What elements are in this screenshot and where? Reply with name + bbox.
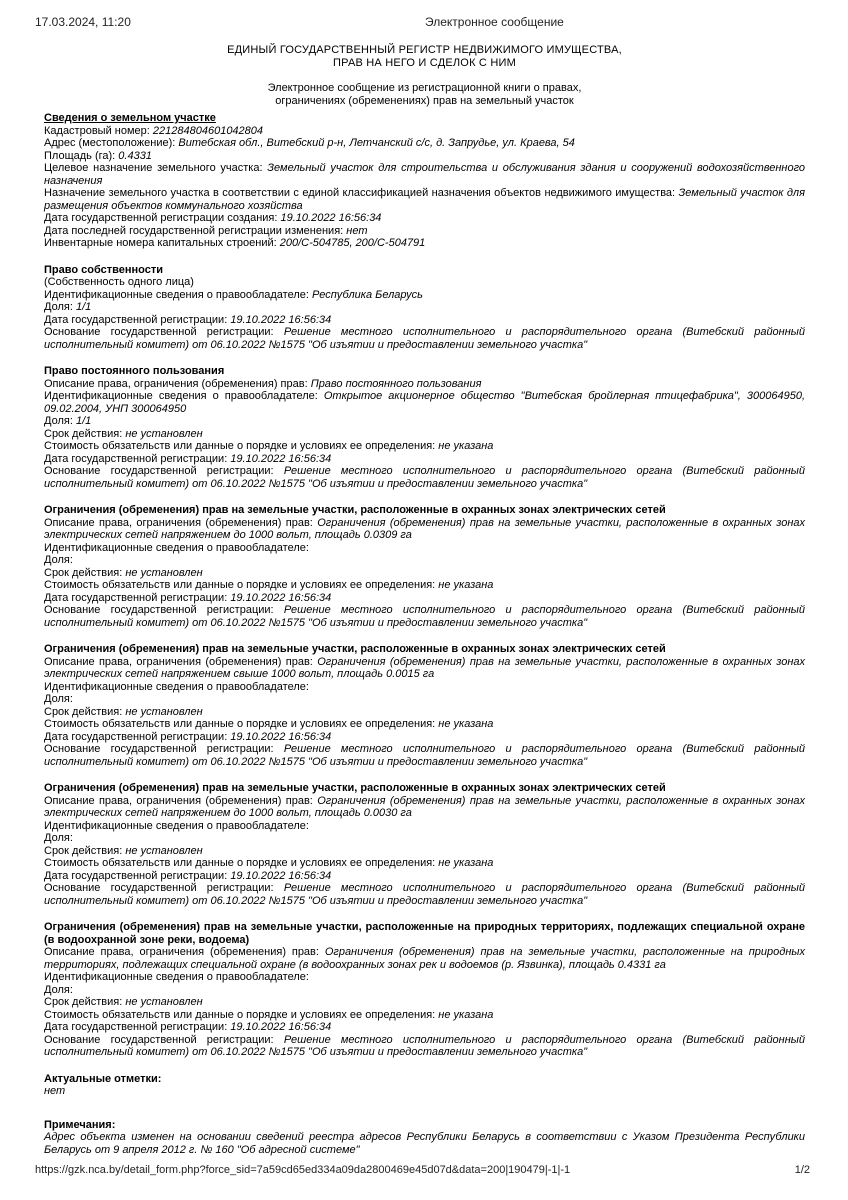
- field-label: Дата государственной регистрации:: [44, 591, 228, 604]
- section: [44, 782, 805, 907]
- section: [44, 921, 805, 1059]
- field-line: [44, 187, 805, 212]
- field-label: Инвентарные номера капитальных строений:: [44, 237, 277, 249]
- field-line: [44, 567, 805, 580]
- section: [44, 1119, 805, 1157]
- field-label: Основание государственной регистрации:: [44, 326, 274, 338]
- field-line: [44, 137, 805, 150]
- print-footer-url: https://gzk.nca.by/detail_form.php?force_sid=7a59cd65ed334a09da2800469e45d07d&data=200|190479|-1|-1: [35, 1164, 571, 1176]
- field-value: 19.10.2022 16:56:34: [230, 1021, 332, 1033]
- field-label: Основание государственной регистрации:: [44, 465, 274, 477]
- field-value: Республика Беларусь: [312, 288, 423, 301]
- field-label: Описание права, ограничения (обременения) прав:: [44, 794, 313, 807]
- print-footer-page-number: 1/2: [794, 1164, 810, 1176]
- field-line: [44, 592, 805, 605]
- field-label: Идентификационные сведения о правообладателе:: [44, 288, 309, 301]
- field-line: [44, 882, 805, 907]
- field-line: [44, 832, 805, 845]
- field-line: [44, 718, 805, 731]
- field-value: 1/1: [75, 415, 92, 427]
- field-line: [44, 314, 805, 327]
- field-line: [44, 554, 805, 567]
- field-value: Решение местного исполнительного и распорядительного органа (Витебский районный исполнительный комитет) от 06.10.2022 №1575 "Об изъятии и предоставлении земельного участка": [44, 1033, 805, 1058]
- field-value: 0.4331: [118, 149, 152, 162]
- field-label: Дата государственной регистрации создания:: [44, 212, 278, 224]
- field-line: [44, 870, 805, 883]
- document-subtitle-line2: ограничениях (обременениях) прав на земельный участок: [275, 94, 574, 107]
- field-line: [44, 125, 805, 138]
- field-value: Адрес объекта изменен на основании сведений реестра адресов Республики Беларусь в соответствии с Указом Президента Республики Беларусь от 9 апреля 2012 г. № 160 "Об адресной системе": [44, 1131, 805, 1156]
- document-body: [44, 0, 805, 1156]
- field-line: [44, 1009, 805, 1022]
- field-line: [44, 289, 805, 302]
- field-line: [44, 378, 805, 391]
- field-line: [44, 542, 805, 555]
- field-value: 1/1: [75, 301, 92, 313]
- field-label: Дата последней государственной регистрации изменения:: [44, 224, 344, 237]
- field-value: Решение местного исполнительного и распорядительного органа (Витебский районный исполнительный комитет) от 06.10.2022 №1575 "Об изъятии и предоставлении земельного участка": [44, 465, 805, 490]
- field-label: Идентификационные сведения о правообладателе:: [44, 819, 309, 832]
- field-line: [44, 1034, 805, 1059]
- field-label: Срок действия:: [44, 705, 123, 718]
- registry-title-line1: ЕДИНЫЙ ГОСУДАРСТВЕННЫЙ РЕГИСТР НЕДВИЖИМОГО ИМУЩЕСТВА,: [227, 44, 622, 56]
- field-line: [44, 162, 805, 187]
- field-label: Стоимость обязательств или данные о порядке и условиях ее определения:: [44, 718, 436, 730]
- field-value: Решение местного исполнительного и распорядительного органа (Витебский районный исполнительный комитет) от 06.10.2022 №1575 "Об изъятии и предоставлении земельного участка": [44, 326, 805, 351]
- field-label: Описание права, ограничения (обременения) прав:: [44, 655, 313, 668]
- field-value: не указана: [438, 718, 494, 730]
- field-label: Срок действия:: [44, 427, 123, 440]
- field-value: не установлен: [125, 566, 203, 579]
- field-value: не указана: [438, 440, 494, 452]
- field-line: [44, 150, 805, 163]
- registry-title: [44, 44, 805, 69]
- field-value: Решение местного исполнительного и распорядительного органа (Витебский районный исполнительный комитет) от 06.10.2022 №1575 "Об изъятии и предоставлении земельного участка": [44, 882, 805, 907]
- field-label: Дата государственной регистрации:: [44, 869, 228, 882]
- field-value: 200/С-504785, 200/С-504791: [279, 237, 426, 249]
- field-value: не установлен: [125, 705, 203, 718]
- field-label: Описание права, ограничения (обременения) прав:: [44, 946, 319, 958]
- field-value: не установлен: [125, 996, 203, 1008]
- field-label: Описание права, ограничения (обременения) прав:: [44, 377, 308, 390]
- field-line: [44, 946, 805, 971]
- field-line: [44, 415, 805, 428]
- field-label: Стоимость обязательств или данные о порядке и условиях ее определения:: [44, 1008, 436, 1021]
- field-value: не установлен: [125, 427, 203, 440]
- field-label: Идентификационные сведения о правообладателе:: [44, 971, 309, 983]
- field-line: [44, 604, 805, 629]
- field-value: Решение местного исполнительного и распорядительного органа (Витебский районный исполнительный комитет) от 06.10.2022 №1575 "Об изъятии и предоставлении земельного участка": [44, 743, 805, 768]
- section: [44, 643, 805, 768]
- print-header-title: Электронное сообщение: [425, 15, 564, 29]
- section: [44, 504, 805, 629]
- field-label: Основание государственной регистрации:: [44, 1033, 274, 1046]
- field-label: Основание государственной регистрации:: [44, 882, 274, 894]
- field-line: [44, 656, 805, 681]
- field-label: Дата государственной регистрации:: [44, 452, 228, 465]
- field-line: [44, 693, 805, 706]
- field-label: Площадь (га):: [44, 149, 116, 162]
- field-line: [44, 453, 805, 466]
- section-heading: Актуальные отметки:: [44, 1072, 162, 1085]
- section: [44, 365, 805, 490]
- field-label: (Собственность одного лица): [44, 276, 194, 288]
- document-sections: [44, 112, 805, 1156]
- section-heading: Ограничения (обременения) прав на земельные участки, расположенные в охранных зонах электрических сетей: [44, 643, 666, 655]
- field-label: Доля:: [44, 983, 73, 996]
- field-value: не указана: [438, 857, 494, 869]
- field-label: Доля:: [44, 415, 73, 427]
- field-value: не установлен: [125, 844, 203, 857]
- field-value: 19.10.2022 16:56:34: [230, 730, 332, 743]
- field-value: 221284804601042804: [152, 124, 264, 137]
- field-value: Ограничения (обременения) прав на земельные участки, расположенные на природных территориях, подлежащих специальной охране (в водоохранных зонах рек и водоемов (р. Язвинка), площадь 0.4331 га: [44, 946, 805, 971]
- section: [44, 1073, 805, 1098]
- field-value: Витебская обл., Витебский р-н, Летчанский с/с, д. Запрудье, ул. Краева, 54: [178, 137, 575, 149]
- field-label: Основание государственной регистрации:: [44, 743, 274, 755]
- section: [44, 264, 805, 352]
- field-line: [44, 579, 805, 592]
- field-line: [44, 301, 805, 314]
- field-label: Идентификационные сведения о правообладателе:: [44, 541, 309, 554]
- field-label: Идентификационные сведения о правообладателе:: [44, 390, 318, 402]
- section-heading: Ограничения (обременения) прав на земельные участки, расположенные на природных территориях, подлежащих специальной охране (в водоохранной зоне реки, водоема): [44, 921, 805, 946]
- field-line: [44, 276, 805, 289]
- field-label: Срок действия:: [44, 566, 123, 579]
- field-line: [44, 517, 805, 542]
- field-value: Земельный участок для строительства и обслуживания здания и сооружений водохозяйственного назначения: [44, 162, 806, 187]
- field-label: Дата государственной регистрации:: [44, 313, 228, 326]
- field-label: Доля:: [44, 832, 73, 844]
- field-value: Ограничения (обременения) прав на земельные участки, расположенные в охранных зонах электрических сетей напряжением свыше 1000 вольт, площадь 0.0015 га: [44, 655, 806, 680]
- field-line: [44, 237, 805, 250]
- field-value: нет: [44, 1085, 66, 1097]
- section-heading: Сведения о земельном участке: [44, 112, 216, 124]
- field-line: [44, 681, 805, 694]
- section-heading: Примечания:: [44, 1118, 116, 1131]
- field-line: [44, 326, 805, 351]
- field-value: нет: [346, 224, 368, 237]
- field-line: [44, 845, 805, 858]
- field-value: Открытое акционерное общество "Витебская бройлерная птицефабрика", 300064950, 09.02.2004, УНП 300064950: [44, 390, 805, 415]
- section-heading: Ограничения (обременения) прав на земельные участки, расположенные в охранных зонах электрических сетей: [44, 782, 666, 794]
- field-label: Дата государственной регистрации:: [44, 1021, 228, 1033]
- field-line: [44, 731, 805, 744]
- field-line: [44, 212, 805, 225]
- field-line: [44, 390, 805, 415]
- field-value: Право постоянного пользования: [310, 377, 482, 390]
- field-value: Земельный участок для размещения объектов коммунального хозяйства: [44, 187, 805, 212]
- field-line: [44, 1131, 805, 1156]
- section-heading: Право постоянного пользования: [44, 365, 225, 377]
- field-value: Решение местного исполнительного и распорядительного органа (Витебский районный исполнительный комитет) от 06.10.2022 №1575 "Об изъятии и предоставлении земельного участка": [44, 604, 805, 629]
- field-line: [44, 996, 805, 1009]
- field-label: Описание права, ограничения (обременения) прав:: [44, 516, 313, 529]
- field-value: не указана: [438, 1008, 494, 1021]
- field-value: 19.10.2022 16:56:34: [230, 452, 332, 465]
- print-header-datetime: 17.03.2024, 11:20: [35, 15, 131, 29]
- field-label: Срок действия:: [44, 844, 123, 857]
- field-label: Основание государственной регистрации:: [44, 604, 274, 616]
- field-label: Доля:: [44, 554, 73, 566]
- field-label: Стоимость обязательств или данные о порядке и условиях ее определения:: [44, 579, 436, 591]
- field-value: 19.10.2022 16:56:34: [280, 212, 382, 224]
- section: [44, 112, 805, 250]
- field-value: Ограничения (обременения) прав на земельные участки, расположенные в охранных зонах электрических сетей напряжением до 1000 вольт, площадь 0.0030 га: [44, 794, 806, 819]
- document-subtitle: [44, 82, 805, 107]
- field-label: Кадастровый номер:: [44, 124, 150, 137]
- field-label: Дата государственной регистрации:: [44, 730, 228, 743]
- field-value: 19.10.2022 16:56:34: [230, 591, 332, 604]
- field-line: [44, 820, 805, 833]
- field-line: [44, 1021, 805, 1034]
- field-line: [44, 428, 805, 441]
- field-label: Стоимость обязательств или данные о порядке и условиях ее определения:: [44, 440, 436, 452]
- field-line: [44, 971, 805, 984]
- field-value: Ограничения (обременения) прав на земельные участки, расположенные в охранных зонах электрических сетей напряжением до 1000 вольт, площадь 0.0309 га: [44, 516, 806, 541]
- field-line: [44, 984, 805, 997]
- field-line: [44, 440, 805, 453]
- field-line: [44, 857, 805, 870]
- field-line: [44, 465, 805, 490]
- field-line: [44, 743, 805, 768]
- field-label: Срок действия:: [44, 996, 123, 1008]
- field-label: Доля:: [44, 301, 73, 313]
- field-value: 19.10.2022 16:56:34: [230, 869, 332, 882]
- field-label: Стоимость обязательств или данные о порядке и условиях ее определения:: [44, 857, 436, 869]
- field-line: [44, 1085, 805, 1098]
- field-label: Целевое назначение земельного участка:: [44, 162, 263, 174]
- field-label: Назначение земельного участка в соответствии с единой классификацией назначения объектов недвижимого имущества:: [44, 187, 676, 199]
- field-value: 19.10.2022 16:56:34: [230, 313, 332, 326]
- field-label: Доля:: [44, 693, 73, 705]
- field-line: [44, 706, 805, 719]
- field-line: [44, 795, 805, 820]
- field-label: Идентификационные сведения о правообладателе:: [44, 680, 309, 693]
- section-heading: Ограничения (обременения) прав на земельные участки, расположенные в охранных зонах электрических сетей: [44, 504, 666, 516]
- field-value: не указана: [438, 579, 494, 591]
- registry-title-line2: ПРАВ НА НЕГО И СДЕЛОК С НИМ: [333, 56, 516, 69]
- document-subtitle-line1: Электронное сообщение из регистрационной книги о правах,: [267, 82, 582, 94]
- section-heading: Право собственности: [44, 263, 163, 276]
- field-line: [44, 225, 805, 238]
- field-label: Адрес (местоположение):: [44, 137, 176, 149]
